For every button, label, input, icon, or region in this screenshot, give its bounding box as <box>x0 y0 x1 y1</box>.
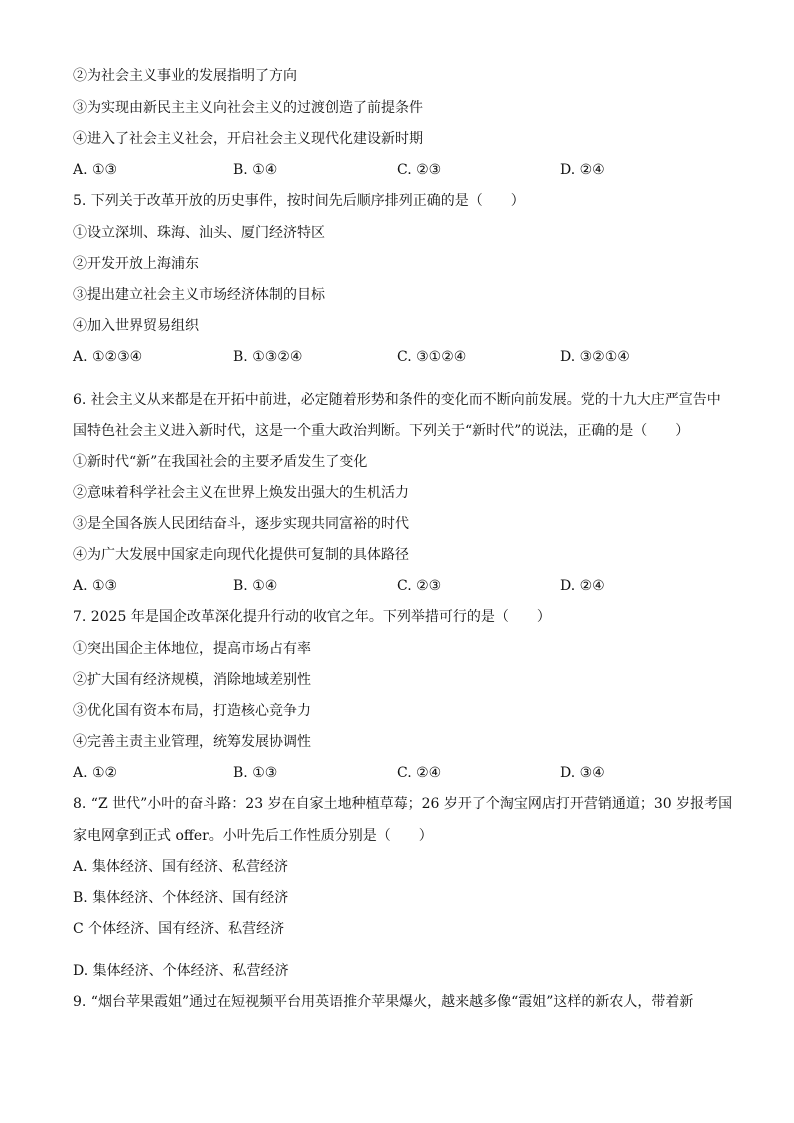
q5-statement-1: ①设立深圳、珠海、汕头、厦门经济特区 <box>73 225 325 241</box>
q7-options <box>73 764 733 782</box>
q4-statement-3: ③为实现由新民主主义向社会主义的过渡创造了前提条件 <box>73 100 423 116</box>
q4-statement-2: ②为社会主义事业的发展指明了方向 <box>73 68 297 84</box>
q6-statement-3: ③是全国各族人民团结奋斗，逐步实现共同富裕的时代 <box>73 516 409 532</box>
q4-options <box>73 161 733 179</box>
q6-statement-4: ④为广大发展中国家走向现代化提供可复制的具体路径 <box>73 547 409 563</box>
q6-stem-line-1: 6. 社会主义从来都是在开拓中前进，必定随着形势和条件的变化而不断向前发展。党的十九大庄严宣告中 <box>73 392 721 408</box>
q4-option-b[interactable]: B. ①④ <box>233 162 278 178</box>
q6-option-c[interactable]: C. ②③ <box>397 578 442 594</box>
q7-option-c[interactable]: C. ②④ <box>397 765 442 781</box>
q7-statement-1: ①突出国企主体地位，提高市场占有率 <box>73 641 311 657</box>
q5-options <box>73 348 733 366</box>
q5-statement-3: ③提出建立社会主义市场经济体制的目标 <box>73 287 325 303</box>
q5-option-d[interactable]: D. ③②①④ <box>560 349 630 365</box>
q4-option-c[interactable]: C. ②③ <box>397 162 442 178</box>
q4-statement-4: ④进入了社会主义社会，开启社会主义现代化建设新时期 <box>73 131 423 147</box>
q8-option-d[interactable]: D. 集体经济、个体经济、私营经济 <box>73 963 289 979</box>
q5-option-b[interactable]: B. ①③②④ <box>233 349 303 365</box>
q8-stem-line-2: 家电网拿到正式 offer。小叶先后工作性质分别是（ ） <box>73 828 433 844</box>
q4-option-d[interactable]: D. ②④ <box>560 162 605 178</box>
q5-statement-4: ④加入世界贸易组织 <box>73 318 199 334</box>
q6-option-d[interactable]: D. ②④ <box>560 578 605 594</box>
q5-option-a[interactable]: A. ①②③④ <box>73 349 143 365</box>
q9-stem-line-1: 9. “烟台苹果霞姐”通过在短视频平台用英语推介苹果爆火，越来越多像“霞姐”这样的新农人，带着新 <box>73 994 694 1010</box>
q6-options <box>73 577 733 595</box>
q5-statement-2: ②开发开放上海浦东 <box>73 256 199 272</box>
q8-option-b[interactable]: B. 集体经济、个体经济、国有经济 <box>73 890 289 906</box>
q7-statement-4: ④完善主责主业管理，统筹发展协调性 <box>73 734 311 750</box>
q8-option-a[interactable]: A. 集体经济、国有经济、私营经济 <box>73 859 289 875</box>
q6-option-b[interactable]: B. ①④ <box>233 578 278 594</box>
q6-statement-2: ②意味着科学社会主义在世界上焕发出强大的生机活力 <box>73 485 409 501</box>
q7-option-a[interactable]: A. ①② <box>73 765 118 781</box>
q7-stem: 7. 2025 年是国企改革深化提升行动的收官之年。下列举措可行的是（ ） <box>73 609 551 625</box>
q8-option-c[interactable]: C 个体经济、国有经济、私营经济 <box>73 921 285 937</box>
q8-stem-line-1: 8. “Z 世代”小叶的奋斗路：23 岁在自家土地种植草莓；26 岁开了个淘宝网店打开营销通道；30 岁报考国 <box>73 796 733 812</box>
q5-option-c[interactable]: C. ③①②④ <box>397 349 467 365</box>
q4-option-a[interactable]: A. ①③ <box>73 162 118 178</box>
q7-statement-2: ②扩大国有经济规模，消除地域差别性 <box>73 672 311 688</box>
q6-option-a[interactable]: A. ①③ <box>73 578 118 594</box>
q6-statement-1: ①新时代“新”在我国社会的主要矛盾发生了变化 <box>73 454 368 470</box>
q7-statement-3: ③优化国有资本布局，打造核心竞争力 <box>73 703 311 719</box>
q5-stem: 5. 下列关于改革开放的历史事件，按时间先后顺序排列正确的是（ ） <box>73 193 525 209</box>
q7-option-b[interactable]: B. ①③ <box>233 765 278 781</box>
q6-stem-line-2: 国特色社会主义进入新时代，这是一个重大政治判断。下列关于“新时代”的说法，正确的是（ ） <box>73 423 690 439</box>
q7-option-d[interactable]: D. ③④ <box>560 765 605 781</box>
